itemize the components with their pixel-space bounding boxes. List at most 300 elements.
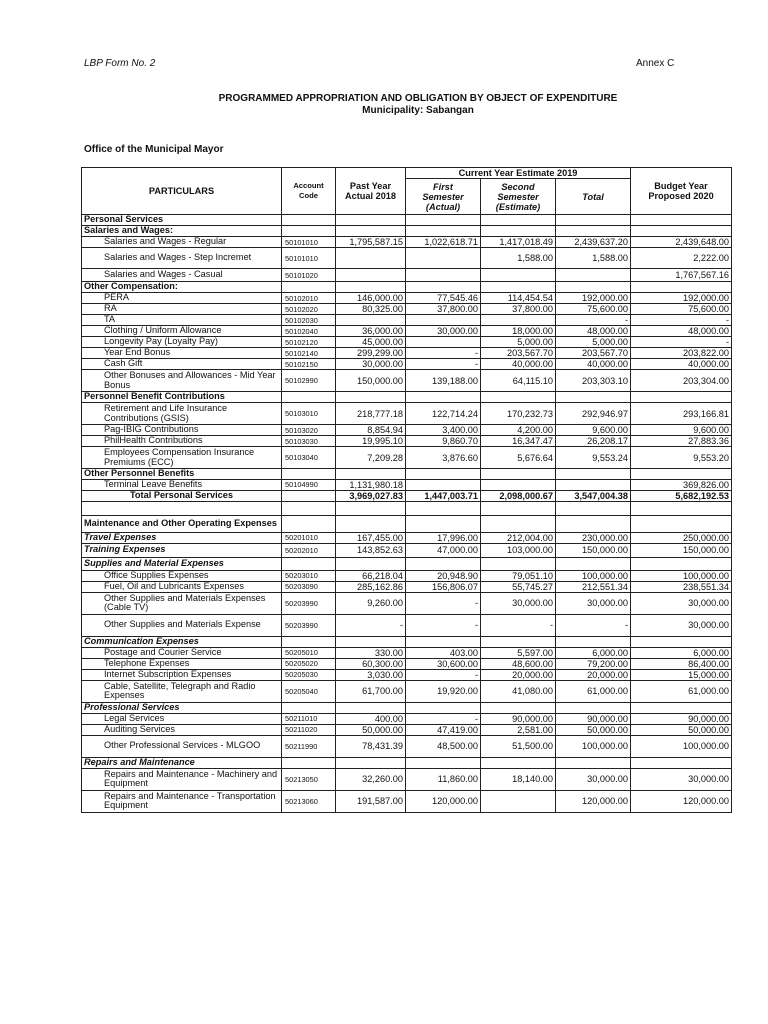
budget-year-cell: 48,000.00 (631, 326, 732, 337)
account-code-cell: 50101010 (282, 248, 336, 269)
table-row (82, 713, 732, 724)
first-semester-cell: 3,400.00 (406, 425, 481, 436)
account-code-cell: 50102010 (282, 293, 336, 304)
empty-cell (406, 557, 481, 570)
past-year-cell: - (336, 614, 406, 636)
total-cell: - (556, 614, 631, 636)
empty-cell (481, 226, 556, 237)
empty-cell (556, 392, 631, 403)
second-semester-cell: 55,745.27 (481, 581, 556, 592)
table-row (82, 282, 732, 293)
annex-label: Annex C (636, 58, 675, 69)
empty-cell (556, 702, 631, 713)
account-code-cell: 50203990 (282, 614, 336, 636)
budget-year-cell: 203,304.00 (631, 370, 732, 392)
table-row (82, 403, 732, 425)
budget-year-cell: 2,222.00 (631, 248, 732, 269)
first-semester-cell: 77,545.46 (406, 293, 481, 304)
table-row (82, 669, 732, 680)
empty-cell (631, 557, 732, 570)
total-cell: 100,000.00 (556, 735, 631, 757)
particulars-cell: Pag-IBIG Contributions (82, 425, 282, 436)
expenditure-table (81, 167, 732, 813)
particulars-cell: Salaries and Wages - Casual (82, 269, 282, 282)
section-label: Personal Services (82, 215, 282, 226)
table-row (82, 570, 732, 581)
total-cell: 203,303.10 (556, 370, 631, 392)
budget-year-cell: 100,000.00 (631, 735, 732, 757)
budget-year-cell: 90,000.00 (631, 713, 732, 724)
table-row (82, 557, 732, 570)
budget-year-cell: 50,000.00 (631, 724, 732, 735)
second-semester-cell: 30,000.00 (481, 592, 556, 614)
second-semester-cell: 37,800.00 (481, 304, 556, 315)
empty-cell (336, 515, 406, 532)
table-row (82, 226, 732, 237)
total-cell: 6,000.00 (556, 647, 631, 658)
account-code-cell: 50211010 (282, 713, 336, 724)
particulars-cell: PhilHealth Contributions (82, 436, 282, 447)
particulars-cell: Office Supplies Expenses (82, 570, 282, 581)
empty-cell (556, 515, 631, 532)
first-semester-cell (406, 248, 481, 269)
first-semester-cell: 120,000.00 (406, 790, 481, 812)
empty-cell (336, 282, 406, 293)
first-semester-cell: - (406, 348, 481, 359)
table-row (82, 647, 732, 658)
past-year-cell: 146,000.00 (336, 293, 406, 304)
past-year-cell: 299,299.00 (336, 348, 406, 359)
table-row (82, 702, 732, 713)
budget-year-cell: 150,000.00 (631, 543, 732, 557)
table-row (82, 326, 732, 337)
table-row (82, 293, 732, 304)
empty-cell (481, 702, 556, 713)
table-row (82, 469, 732, 480)
budget-year-cell: 30,000.00 (631, 614, 732, 636)
total-cell: - (556, 315, 631, 326)
empty-cell (282, 501, 336, 515)
budget-year-cell: 2,439,648.00 (631, 237, 732, 248)
past-year-cell: 30,000.00 (336, 359, 406, 370)
account-code-cell: 50203990 (282, 592, 336, 614)
total-cell: 26,208.17 (556, 436, 631, 447)
actual-2018-label: Actual 2018 (344, 191, 397, 201)
total-cell: 2,439,637.20 (556, 237, 631, 248)
budget-year-cell: 192,000.00 (631, 293, 732, 304)
past-year-cell: 9,260.00 (336, 592, 406, 614)
past-year-cell (336, 248, 406, 269)
estimate-label: (Estimate) (495, 201, 541, 212)
empty-cell (336, 757, 406, 768)
past-year-cell (336, 315, 406, 326)
account-code-cell: 50102140 (282, 348, 336, 359)
second-semester-cell: 212,004.00 (481, 532, 556, 543)
past-year-cell: 191,587.00 (336, 790, 406, 812)
table-row (82, 614, 732, 636)
empty-cell (481, 392, 556, 403)
table-row (82, 359, 732, 370)
past-year-cell: 167,455.00 (336, 532, 406, 543)
particulars-cell: Postage and Courier Service (82, 647, 282, 658)
second-semester-cell: - (481, 614, 556, 636)
first-semester-cell (406, 269, 481, 282)
first-semester-cell: 48,500.00 (406, 735, 481, 757)
table-row (82, 501, 732, 515)
empty-cell (481, 501, 556, 515)
particulars-cell: Other Professional Services - MLGOO (82, 735, 282, 757)
first-semester-cell: 30,600.00 (406, 658, 481, 669)
section-label: Maintenance and Other Operating Expenses (82, 515, 282, 532)
first-semester-cell: - (406, 713, 481, 724)
empty-cell (406, 636, 481, 647)
total-cell: 61,000.00 (556, 680, 631, 702)
account-code-cell: 50102040 (282, 326, 336, 337)
section-label: Other Compensation: (82, 282, 282, 293)
account-code-cell: 50205040 (282, 680, 336, 702)
account-code-cell: 50102020 (282, 304, 336, 315)
second-semester-cell: 5,000.00 (481, 337, 556, 348)
empty-cell (631, 702, 732, 713)
second-semester-cell: 16,347.47 (481, 436, 556, 447)
empty-cell (282, 702, 336, 713)
first-semester-cell: 1,022,618.71 (406, 237, 481, 248)
account-code-cell: 50205020 (282, 658, 336, 669)
past-year-cell: 1,131,980.18 (336, 479, 406, 490)
past-year-cell (336, 269, 406, 282)
account-code-cell: 50203090 (282, 581, 336, 592)
empty-cell (406, 702, 481, 713)
table-row (82, 735, 732, 757)
empty-cell (556, 469, 631, 480)
budget-year-cell: 9,600.00 (631, 425, 732, 436)
particulars-cell: Year End Bonus (82, 348, 282, 359)
empty-cell (556, 226, 631, 237)
semester-label: Semester (422, 191, 464, 202)
budget-year-cell: 293,166.81 (631, 403, 732, 425)
second-semester-cell: 64,115.10 (481, 370, 556, 392)
empty-cell (282, 226, 336, 237)
empty-cell (481, 557, 556, 570)
empty-cell (631, 757, 732, 768)
particulars-cell: Other Supplies and Materials Expenses (Cable TV) (82, 592, 282, 614)
past-year-cell: 32,260.00 (336, 768, 406, 790)
account-code-cell: 50213060 (282, 790, 336, 812)
budget-year-cell: 15,000.00 (631, 669, 732, 680)
account-code-cell: 50102990 (282, 370, 336, 392)
account-label: Account (293, 181, 324, 190)
first-semester-cell: 11,860.00 (406, 768, 481, 790)
budget-year-cell: 203,822.00 (631, 348, 732, 359)
past-year-cell: 285,162.86 (336, 581, 406, 592)
first-semester-cell (406, 315, 481, 326)
past-year-cell: 3,030.00 (336, 669, 406, 680)
budget-year-cell: 369,826.00 (631, 479, 732, 490)
total-cell: 230,000.00 (556, 532, 631, 543)
account-code-cell: 50103010 (282, 403, 336, 425)
second-semester-cell: 51,500.00 (481, 735, 556, 757)
first-label: First (433, 181, 453, 192)
second-semester-cell: 203,567.70 (481, 348, 556, 359)
empty-cell (481, 282, 556, 293)
second-semester-cell: 48,600.00 (481, 658, 556, 669)
total-cell: 30,000.00 (556, 768, 631, 790)
budget-year-cell: - (631, 315, 732, 326)
particulars-cell: Salaries and Wages - Step Incremet (82, 248, 282, 269)
total-cell: 40,000.00 (556, 359, 631, 370)
account-code-cell: 50211020 (282, 724, 336, 735)
table-row (82, 304, 732, 315)
table-row (82, 543, 732, 557)
particulars-cell: Retirement and Life Insurance Contributions (GSIS) (82, 403, 282, 425)
past-year-label: Past Year (349, 181, 392, 191)
second-semester-cell: 2,098,000.67 (481, 490, 556, 501)
total-cell: 5,000.00 (556, 337, 631, 348)
first-semester-cell: - (406, 669, 481, 680)
empty-cell (406, 469, 481, 480)
account-code-cell: 50102030 (282, 315, 336, 326)
budget-year-cell: 40,000.00 (631, 359, 732, 370)
empty-cell (406, 501, 481, 515)
table-row (82, 790, 732, 812)
first-semester-cell: 9,860.70 (406, 436, 481, 447)
empty-cell (282, 392, 336, 403)
form-number: LBP Form No. 2 (84, 58, 156, 69)
account-code-cell: 50103040 (282, 447, 336, 469)
account-code-cell: 50201010 (282, 532, 336, 543)
empty-cell (631, 469, 732, 480)
past-year-cell: 78,431.39 (336, 735, 406, 757)
second-semester-cell: 40,000.00 (481, 359, 556, 370)
budget-year-cell: 120,000.00 (631, 790, 732, 812)
table-row (82, 515, 732, 532)
particulars-cell: Internet Subscription Expenses (82, 669, 282, 680)
empty-cell (631, 636, 732, 647)
particulars-cell: Clothing / Uniform Allowance (82, 326, 282, 337)
empty-cell (556, 501, 631, 515)
empty-cell (282, 636, 336, 647)
table-row (82, 447, 732, 469)
col-header-particulars: PARTICULARS (82, 168, 282, 215)
semester-label: Semester (497, 191, 539, 202)
past-year-cell: 143,852.63 (336, 543, 406, 557)
budget-year-cell: 27,883.36 (631, 436, 732, 447)
table-row (82, 237, 732, 248)
first-semester-cell: 37,800.00 (406, 304, 481, 315)
particulars-cell: Employees Compensation Insurance Premiums (ECC) (82, 447, 282, 469)
total-cell: 50,000.00 (556, 724, 631, 735)
past-year-cell: 8,854.94 (336, 425, 406, 436)
budget-year-label: Budget Year (654, 181, 708, 191)
total-cell: 212,551.34 (556, 581, 631, 592)
past-year-cell: 218,777.18 (336, 403, 406, 425)
empty-cell (282, 282, 336, 293)
account-code-cell: 50104990 (282, 479, 336, 490)
account-code-cell: 50102120 (282, 337, 336, 348)
account-code-cell: 50101020 (282, 269, 336, 282)
total-cell: 75,600.00 (556, 304, 631, 315)
empty-cell (481, 215, 556, 226)
empty-cell (336, 226, 406, 237)
first-semester-cell: - (406, 592, 481, 614)
total-cell: 79,200.00 (556, 658, 631, 669)
empty-cell (336, 636, 406, 647)
second-semester-cell: 103,000.00 (481, 543, 556, 557)
past-year-cell: 3,969,027.83 (336, 490, 406, 501)
second-semester-cell: 18,140.00 (481, 768, 556, 790)
budget-year-cell: 30,000.00 (631, 592, 732, 614)
total-cell: 203,567.70 (556, 348, 631, 359)
empty-cell (336, 469, 406, 480)
second-semester-cell (481, 269, 556, 282)
empty-cell (556, 757, 631, 768)
empty-cell (556, 215, 631, 226)
particulars-cell: Cash Gift (82, 359, 282, 370)
section-label: Communication Expenses (82, 636, 282, 647)
particulars-cell: Salaries and Wages - Regular (82, 237, 282, 248)
past-year-cell: 50,000.00 (336, 724, 406, 735)
total-cell: 150,000.00 (556, 543, 631, 557)
empty-cell (556, 636, 631, 647)
second-semester-cell: 5,676.64 (481, 447, 556, 469)
budget-year-cell: 238,551.34 (631, 581, 732, 592)
particulars-cell: Total Personal Services (82, 490, 282, 501)
document-title: PROGRAMMED APPROPRIATION AND OBLIGATION BY OBJECT OF EXPENDITURE (218, 93, 618, 104)
account-code-cell: 50211990 (282, 735, 336, 757)
total-cell (556, 269, 631, 282)
table-row (82, 592, 732, 614)
section-label: Supplies and Material Expenses (82, 557, 282, 570)
budget-year-cell: 250,000.00 (631, 532, 732, 543)
col-header-total: Total (556, 179, 631, 215)
table-row (82, 269, 732, 282)
particulars-cell: RA (82, 304, 282, 315)
total-cell: 20,000.00 (556, 669, 631, 680)
account-code-cell: 50205030 (282, 669, 336, 680)
second-semester-cell (481, 790, 556, 812)
empty-cell (631, 215, 732, 226)
second-semester-cell (481, 479, 556, 490)
table-row (82, 724, 732, 735)
account-code-cell: 50213050 (282, 768, 336, 790)
budget-year-cell: 100,000.00 (631, 570, 732, 581)
budget-year-cell: 86,400.00 (631, 658, 732, 669)
second-semester-cell: 41,080.00 (481, 680, 556, 702)
empty-cell (481, 515, 556, 532)
particulars-cell: PERA (82, 293, 282, 304)
table-row (82, 348, 732, 359)
table-row (82, 392, 732, 403)
second-semester-cell: 170,232.73 (481, 403, 556, 425)
table-row (82, 658, 732, 669)
table-row (82, 315, 732, 326)
section-label: Professional Services (82, 702, 282, 713)
first-semester-cell: 20,948.90 (406, 570, 481, 581)
past-year-cell: 150,000.00 (336, 370, 406, 392)
empty-cell (282, 557, 336, 570)
particulars-cell: TA (82, 315, 282, 326)
municipality-subtitle: Municipality: Sabangan (362, 105, 474, 116)
first-semester-cell (406, 479, 481, 490)
account-code-cell: 50101010 (282, 237, 336, 248)
empty-cell (336, 501, 406, 515)
empty-cell (556, 282, 631, 293)
particulars-cell: Travel Expenses (82, 532, 282, 543)
second-semester-cell: 18,000.00 (481, 326, 556, 337)
second-semester-cell: 79,051.10 (481, 570, 556, 581)
account-code-cell: 50103020 (282, 425, 336, 436)
empty-cell (406, 226, 481, 237)
col-header-past-year (336, 168, 406, 215)
second-semester-cell: 90,000.00 (481, 713, 556, 724)
code-label: Code (299, 191, 318, 200)
past-year-cell: 80,325.00 (336, 304, 406, 315)
past-year-cell: 400.00 (336, 713, 406, 724)
past-year-cell: 330.00 (336, 647, 406, 658)
past-year-cell: 36,000.00 (336, 326, 406, 337)
past-year-cell: 1,795,587.15 (336, 237, 406, 248)
second-semester-cell: 114,454.54 (481, 293, 556, 304)
empty-cell (481, 469, 556, 480)
total-cell: 48,000.00 (556, 326, 631, 337)
total-cell: 120,000.00 (556, 790, 631, 812)
particulars-cell: Repairs and Maintenance - Transportation Equipment (82, 790, 282, 812)
past-year-cell: 60,300.00 (336, 658, 406, 669)
empty-cell (556, 557, 631, 570)
particulars-cell: Legal Services (82, 713, 282, 724)
table-row (82, 532, 732, 543)
particulars-cell: Longevity Pay (Loyalty Pay) (82, 337, 282, 348)
budget-year-cell: - (631, 337, 732, 348)
table-row (82, 248, 732, 269)
particulars-cell: Cable, Satellite, Telegraph and Radio Expenses (82, 680, 282, 702)
total-cell: 90,000.00 (556, 713, 631, 724)
proposed-2020-label: Proposed 2020 (648, 191, 714, 201)
budget-year-cell: 9,553.20 (631, 447, 732, 469)
account-code-cell: 50102150 (282, 359, 336, 370)
table-row (82, 636, 732, 647)
past-year-cell: 45,000.00 (336, 337, 406, 348)
table-row (82, 757, 732, 768)
empty-cell (282, 515, 336, 532)
budget-year-cell: 61,000.00 (631, 680, 732, 702)
total-cell: 9,553.24 (556, 447, 631, 469)
empty-cell (282, 469, 336, 480)
budget-year-cell: 6,000.00 (631, 647, 732, 658)
table-row (82, 490, 732, 501)
second-semester-cell: 2,581.00 (481, 724, 556, 735)
empty-cell (282, 215, 336, 226)
total-cell: 1,588.00 (556, 248, 631, 269)
empty-cell (336, 557, 406, 570)
col-header-current-year: Current Year Estimate 2019 (406, 168, 631, 179)
first-semester-cell: 3,876.60 (406, 447, 481, 469)
particulars-cell: Auditing Services (82, 724, 282, 735)
budget-year-cell: 30,000.00 (631, 768, 732, 790)
section-label: Personnel Benefit Contributions (82, 392, 282, 403)
empty-cell (631, 226, 732, 237)
budget-year-cell: 75,600.00 (631, 304, 732, 315)
first-semester-cell: 47,000.00 (406, 543, 481, 557)
empty-cell (481, 636, 556, 647)
empty-cell (406, 757, 481, 768)
empty-cell (481, 757, 556, 768)
empty-cell (406, 215, 481, 226)
budget-year-cell: 1,767,567.16 (631, 269, 732, 282)
particulars-cell: Fuel, Oil and Lubricants Expenses (82, 581, 282, 592)
table-row (82, 479, 732, 490)
empty-cell (406, 392, 481, 403)
